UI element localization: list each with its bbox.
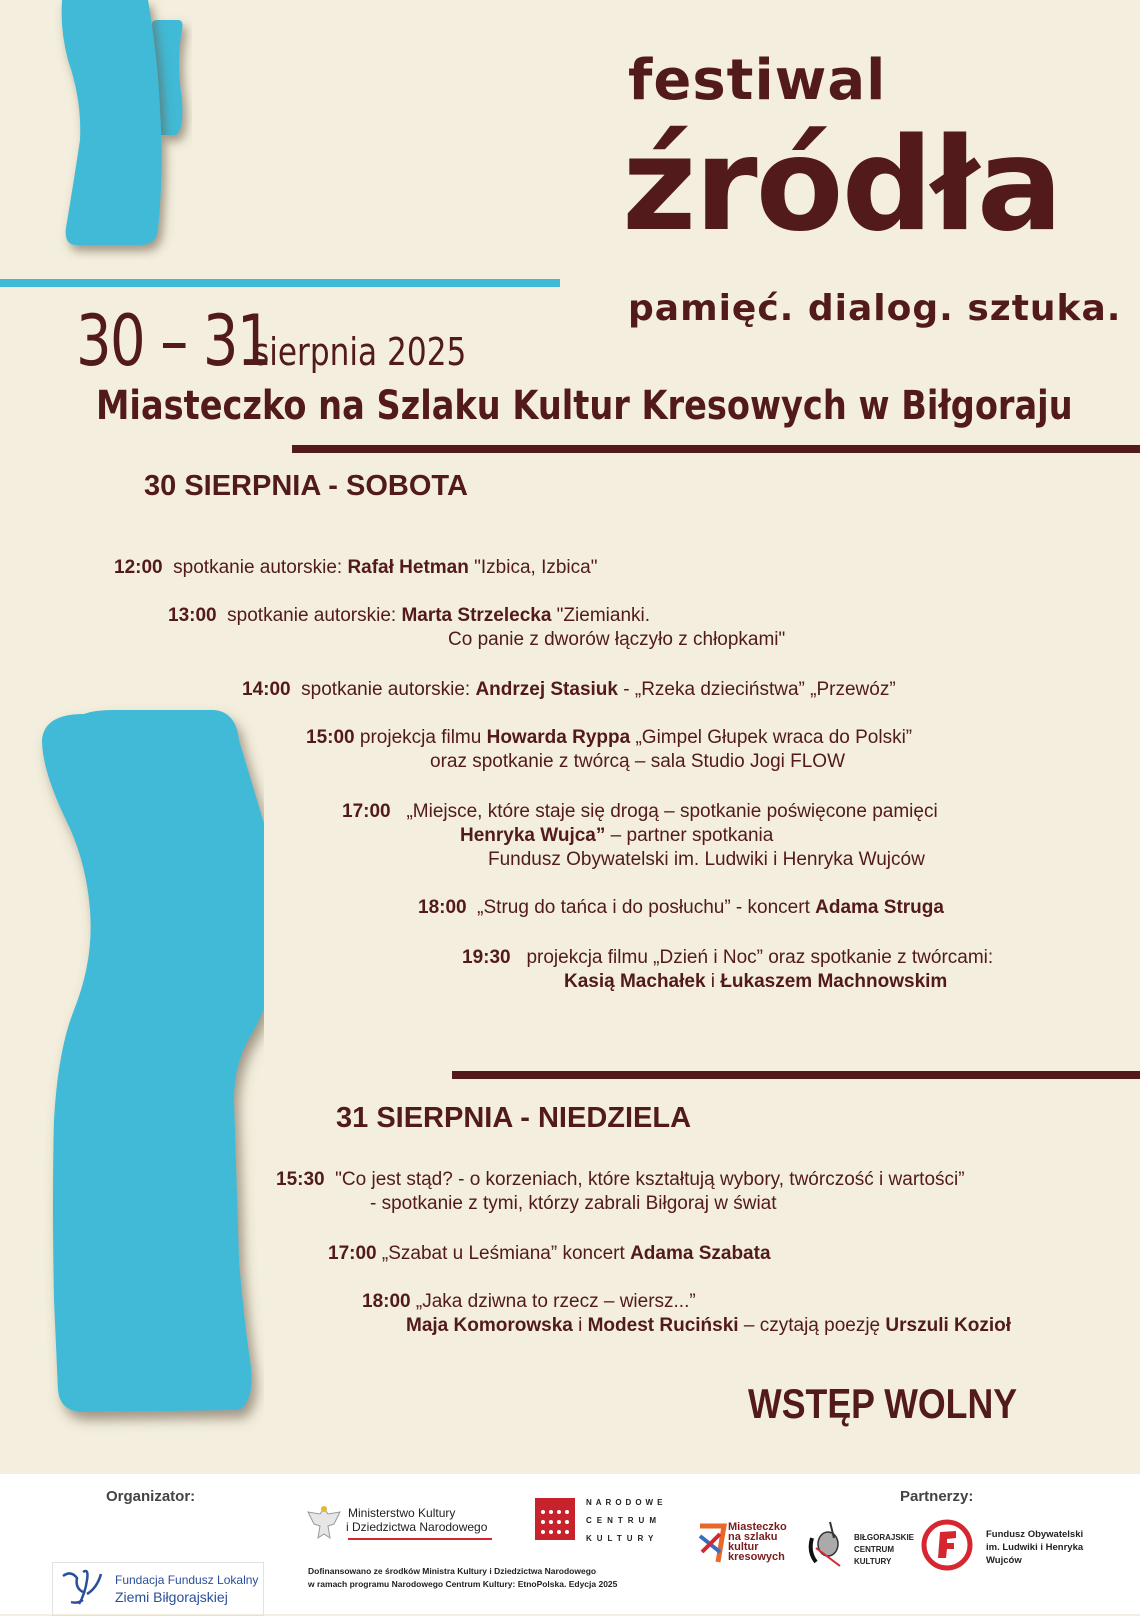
- event-1300: 13:00 spotkanie autorskie: Marta Strzelecka "Ziemianki.: [168, 605, 651, 626]
- day1-heading: 30 SIERPNIA - SOBOTA: [144, 470, 468, 502]
- theatre-mask-icon: [806, 1518, 846, 1568]
- dates-month-year: sierpnia 2025: [252, 330, 467, 374]
- partner-bck: BIŁGORAJSKIE CENTRUM KULTURY: [854, 1533, 915, 1566]
- divider-day2: [452, 1071, 1140, 1079]
- organizer-logo: Fundacja Fundusz Lokalny Ziemi Biłgorajskiej: [52, 1562, 264, 1616]
- logo-festiwal: festiwal: [628, 48, 887, 113]
- dove-icon: [57, 1566, 109, 1612]
- sponsors-footer: Organizator: Fundacja Fundusz Lokalny Ziemi Biłgorajskiej Ministerstwo Kultury i Dziedzictwa Narodowego NARODOWE CENTRUM KULTURY Dofinansowano ze środków Ministra Kultury i Dziedzictwa Narodowego w ramach programu Narodowego Centrum Kultury: EtnoPolska. Edycja 2025 Partnerzy: Miasteczko na szlaku kultur kresowych BIŁGORAJSKIE CENTRUM KULTURY Fundusz Obywatelski im. Ludwiki i Henryka Wujców: [0, 1474, 1140, 1614]
- accent-line: [0, 279, 560, 287]
- ministry-underline: [348, 1538, 492, 1540]
- event-1400: 14:00 spotkanie autorskie: Andrzej Stasiuk - „Rzeka dzieciństwa” „Przewóz”: [242, 679, 896, 700]
- event-d2-1530: 15:30 "Co jest stąd? - o korzeniach, które kształtują wybory, twórczość i wartości”: [276, 1169, 965, 1190]
- partners-label: Partnerzy:: [900, 1488, 974, 1505]
- logo-name: źródła: [622, 111, 1062, 260]
- dates-range: 30 – 31: [76, 300, 271, 382]
- event-1500-line2: oraz spotkanie z twórcą – sala Studio Jogi FLOW: [430, 751, 846, 772]
- funding-note-line2: w ramach programu Narodowego Centrum Kultury: EtnoPolska. Edycja 2025: [308, 1579, 618, 1589]
- event-1200: 12:00 spotkanie autorskie: Rafał Hetman "Izbica, Izbica": [114, 557, 598, 578]
- partner-miasteczko: Miasteczko na szlaku kultur kresowych: [728, 1521, 787, 1563]
- event-dates: [76, 300, 513, 382]
- divider-day1: [292, 445, 1140, 453]
- day2-heading: 31 SIERPNIA - NIEDZIELA: [336, 1102, 692, 1134]
- event-d2-1800: 18:00 „Jaka dziwna to rzecz – wiersz...”: [362, 1291, 696, 1312]
- partner-fundusz: Fundusz Obywatelski im. Ludwiki i Henryka Wujców: [986, 1529, 1084, 1566]
- event-d2-1700: 17:00 „Szabat u Leśmiana” koncert Adama Szabata: [328, 1243, 771, 1264]
- funding-note-line1: Dofinansowano ze środków Ministra Kultury i Dziedzictwa Narodowego: [308, 1566, 597, 1576]
- admission-free: WSTĘP WOLNY: [748, 1380, 1018, 1427]
- event-1700-line3: Fundusz Obywatelski im. Ludwiki i Henryka Wujców: [488, 849, 925, 870]
- event-1800: 18:00 „Strug do tańca i do posłuchu” - koncert Adama Struga: [418, 897, 944, 918]
- nck-crown-icon: [535, 1498, 575, 1540]
- event-1700: 17:00 „Miejsce, które staje się drogą – spotkanie poświęcone pamięci: [342, 801, 938, 822]
- event-d2-1530-line2: - spotkanie z tymi, którzy zabrali Biłgoraj w świat: [370, 1193, 777, 1214]
- event-1300-line2: Co panie z dworów łączyło z chłopkami": [448, 629, 786, 650]
- event-1930: 19:30 projekcja filmu „Dzień i Noc” oraz spotkanie z twórcami:: [462, 947, 994, 968]
- event-1700-line2: Henryka Wujca” – partner spotkania: [460, 825, 774, 846]
- event-d2-1800-line2: Maja Komorowska i Modest Ruciński – czytają poezję Urszuli Kozioł: [406, 1315, 1012, 1336]
- decorative-wave-left: [24, 700, 264, 1460]
- venue-title: Miasteczko na Szlaku Kultur Kresowych w Biłgoraju: [96, 383, 1073, 429]
- event-1500: 15:00 projekcja filmu Howarda Ryppa „Gimpel Głupek wraca do Polski”: [306, 727, 913, 748]
- event-1930-line2: Kasią Machałek i Łukaszem Machnowskim: [564, 971, 948, 992]
- fundusz-f-logo-icon: [920, 1518, 974, 1572]
- logo-tagline: pamięć. dialog. sztuka.: [628, 288, 1122, 329]
- organizer-label: Organizator:: [106, 1488, 196, 1505]
- polish-eagle-icon: [306, 1504, 342, 1542]
- decorative-wave-top: [40, 0, 210, 260]
- miasteczko-logo-icon: [698, 1522, 728, 1564]
